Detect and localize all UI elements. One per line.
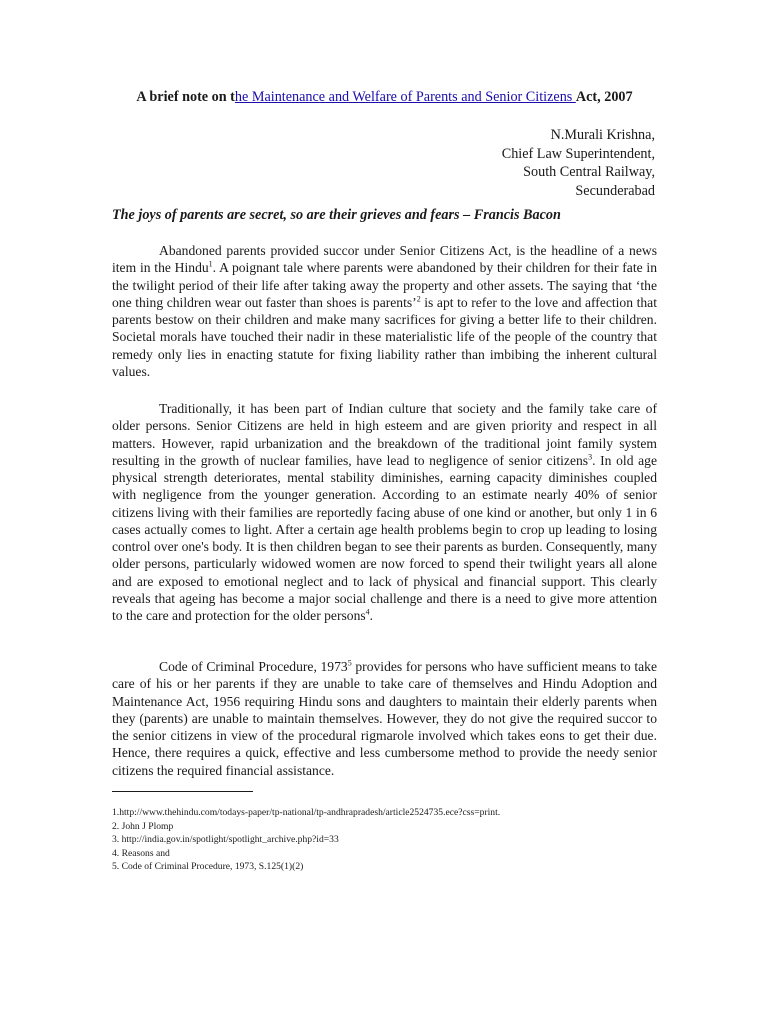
paragraph-text: Code of Criminal Procedure, 1973 — [159, 659, 348, 674]
body-paragraph — [112, 658, 657, 779]
footnote-5: 5. Code of Criminal Procedure, 1973, S.125(1)(2) — [112, 861, 304, 873]
epigraph-quote: The joys of parents are secret, so are their grieves and fears – Francis Bacon — [112, 207, 561, 223]
footnote-ref: 5 — [347, 658, 352, 668]
author-name: N.Murali Krishna, — [550, 127, 655, 143]
footnote-divider — [112, 791, 253, 792]
paragraph-text: provides for persons who have sufficient means to take care of his or her parents if they are unable to take care of themselves and Hindu Adoption and Maintenance Act, 1956 requiring Hindu sons and daughters to maintain their elderly parents when they (parents) are unable to maintain themselves. However, they do not give the required succor to the senior citizens in view of the procedural rigmarole involved which takes eons to get their due. Hence, there requires a quick, effective and less cumbersome method to provide the needy senior citizens the required financial assistance. — [112, 659, 657, 778]
title-prefix: A brief note on t — [136, 89, 235, 105]
paragraph-text: . — [369, 608, 374, 623]
footnote-ref: 1 — [208, 259, 213, 269]
document-title — [112, 89, 657, 106]
body-paragraph — [112, 242, 657, 380]
paragraph-text: Traditionally, it has been part of Indian culture that society and the family take care of older persons. Senior Citizens are held in high esteem and are given priority and respect in all matters. However, rapid urbanization and the breakdown of the traditional joint family system resulting in the growth of nuclear families, have lead to negligence of senior citizens — [112, 401, 657, 468]
footnote-2: 2. John J Plomp — [112, 820, 174, 832]
body-paragraph — [112, 400, 657, 624]
footnote-ref: 4 — [365, 607, 370, 617]
title-suffix: Act, 2007 — [575, 89, 633, 105]
footnotes — [112, 806, 657, 874]
author-designation: Chief Law Superintendent, — [501, 145, 655, 162]
footnote-3: 3. http://india.gov.in/spotlight/spotlight_archive.php?id=33 — [112, 834, 339, 846]
paragraph-text: . A poignant tale where parents were abandoned by their children for their fate in the twilight period of their life after taking away the property and other assets. The saying that ‘the one thing children wear out faster than shoes is parents’ — [112, 260, 657, 310]
footnote-ref: 2 — [416, 294, 421, 304]
act-name-link[interactable]: he Maintenance and Welfare of Parents and Senior Citizens — [234, 89, 576, 105]
footnote-4: 4. Reasons and — [112, 847, 170, 859]
author-city: Secunderabad — [575, 182, 655, 199]
paragraph-text: Abandoned parents provided succor under Senior Citizens Act, is the headline of a news item in the Hindu — [112, 243, 657, 276]
footnote-1: 1.http://www.thehindu.com/todays-paper/tp-national/tp-andhrapradesh/article2524735.ece?css=print. — [112, 807, 501, 818]
footnote-ref: 3 — [588, 452, 593, 462]
author-organization: South Central Railway, — [523, 164, 655, 181]
paragraph-text: is apt to refer to the love and affection that parents bestow on their children and make many sacrifices for giving a better life to their children. Societal morals have touched their nadir in these materialistic life of the people of the country that remedy only lies in enacting statute for fixing liability rather than imbibing the inherent cultural values. — [112, 294, 657, 379]
paragraph-text: . In old age physical strength deteriorates, mental stability diminishes, earning capacity diminishes coupled with negligence from the younger generation. According to an estimate nearly 40% of senior citizens living with their families are reportedly facing abuse of one kind or another, but only 1 in 6 cases actually comes to light. After a certain age health problems begin to crop up leading to losing control over one's body. It is then children began to see their parents as burden. Consequently, many older persons, particularly widowed women are now forced to spend their twilight years all alone and are exposed to emotional neglect and to lack of physical and financial support. This clearly reveals that ageing has become a major social challenge and there is a need to give more attention to the care and protection for the older persons — [112, 452, 658, 623]
author-block — [502, 126, 655, 200]
